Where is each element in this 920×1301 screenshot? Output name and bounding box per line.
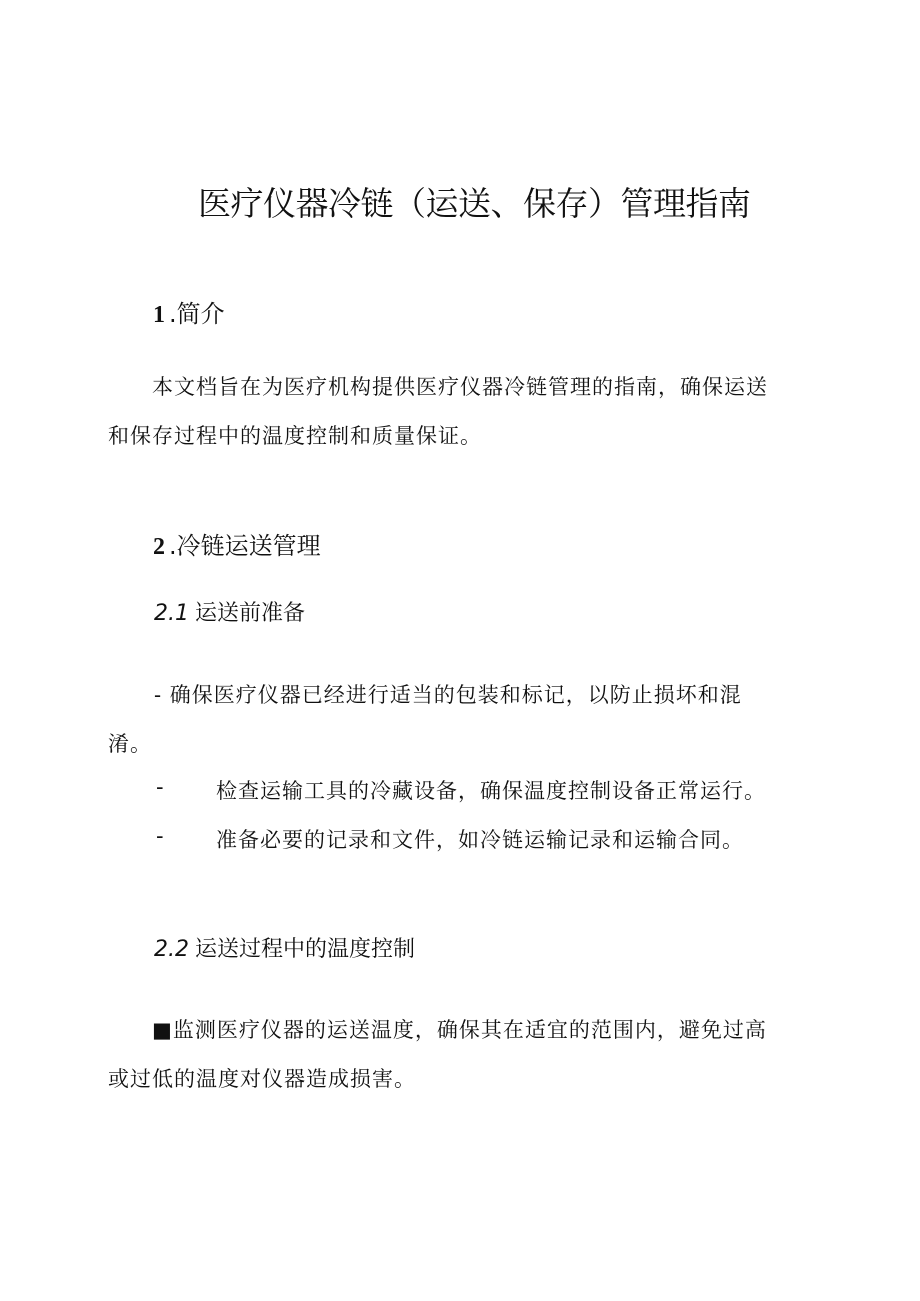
subsection-2-1-number: 2.1	[154, 601, 189, 626]
section-2-title: .冷链运送管理	[169, 532, 321, 560]
section-1-title: .简介	[169, 300, 225, 328]
list-item-3-dash: -	[156, 824, 164, 848]
section-1-paragraph-line-1: 本文档旨在为医疗机构提供医疗仪器冷链管理的指南，确保运送	[152, 375, 768, 399]
section-1-heading	[153, 294, 225, 329]
list-item-2-text: 检查运输工具的冷藏设备，确保温度控制设备正常运行。	[216, 779, 766, 803]
section-2-number: 2	[153, 534, 165, 560]
page-title: 医疗仪器冷链（运送、保存）管理指南	[198, 184, 751, 223]
section-1-number: 1	[153, 302, 165, 328]
subsection-2-2-item-line-1: ■监测医疗仪器的运送温度，确保其在适宜的范围内，避免过高	[152, 1018, 767, 1042]
subsection-2-2-item-line-2: 或过低的温度对仪器造成损害。	[108, 1067, 416, 1091]
section-2-heading	[153, 526, 321, 561]
subsection-2-2-heading	[154, 932, 415, 963]
list-item-1-line-2: 淆。	[108, 732, 152, 756]
list-item-2-dash: -	[156, 775, 164, 799]
subsection-2-1-heading	[154, 596, 305, 627]
section-1-paragraph-line-2: 和保存过程中的温度控制和质量保证。	[108, 424, 482, 448]
subsection-2-1-title: 运送前准备	[195, 601, 306, 626]
subsection-2-2-title: 运送过程中的温度控制	[195, 937, 416, 962]
list-item-1-line-1: - 确保医疗仪器已经进行适当的包装和标记，以防止损坏和混	[154, 683, 742, 707]
subsection-2-2-number: 2.2	[154, 937, 189, 962]
list-item-3-text: 准备必要的记录和文件，如冷链运输记录和运输合同。	[216, 828, 744, 852]
